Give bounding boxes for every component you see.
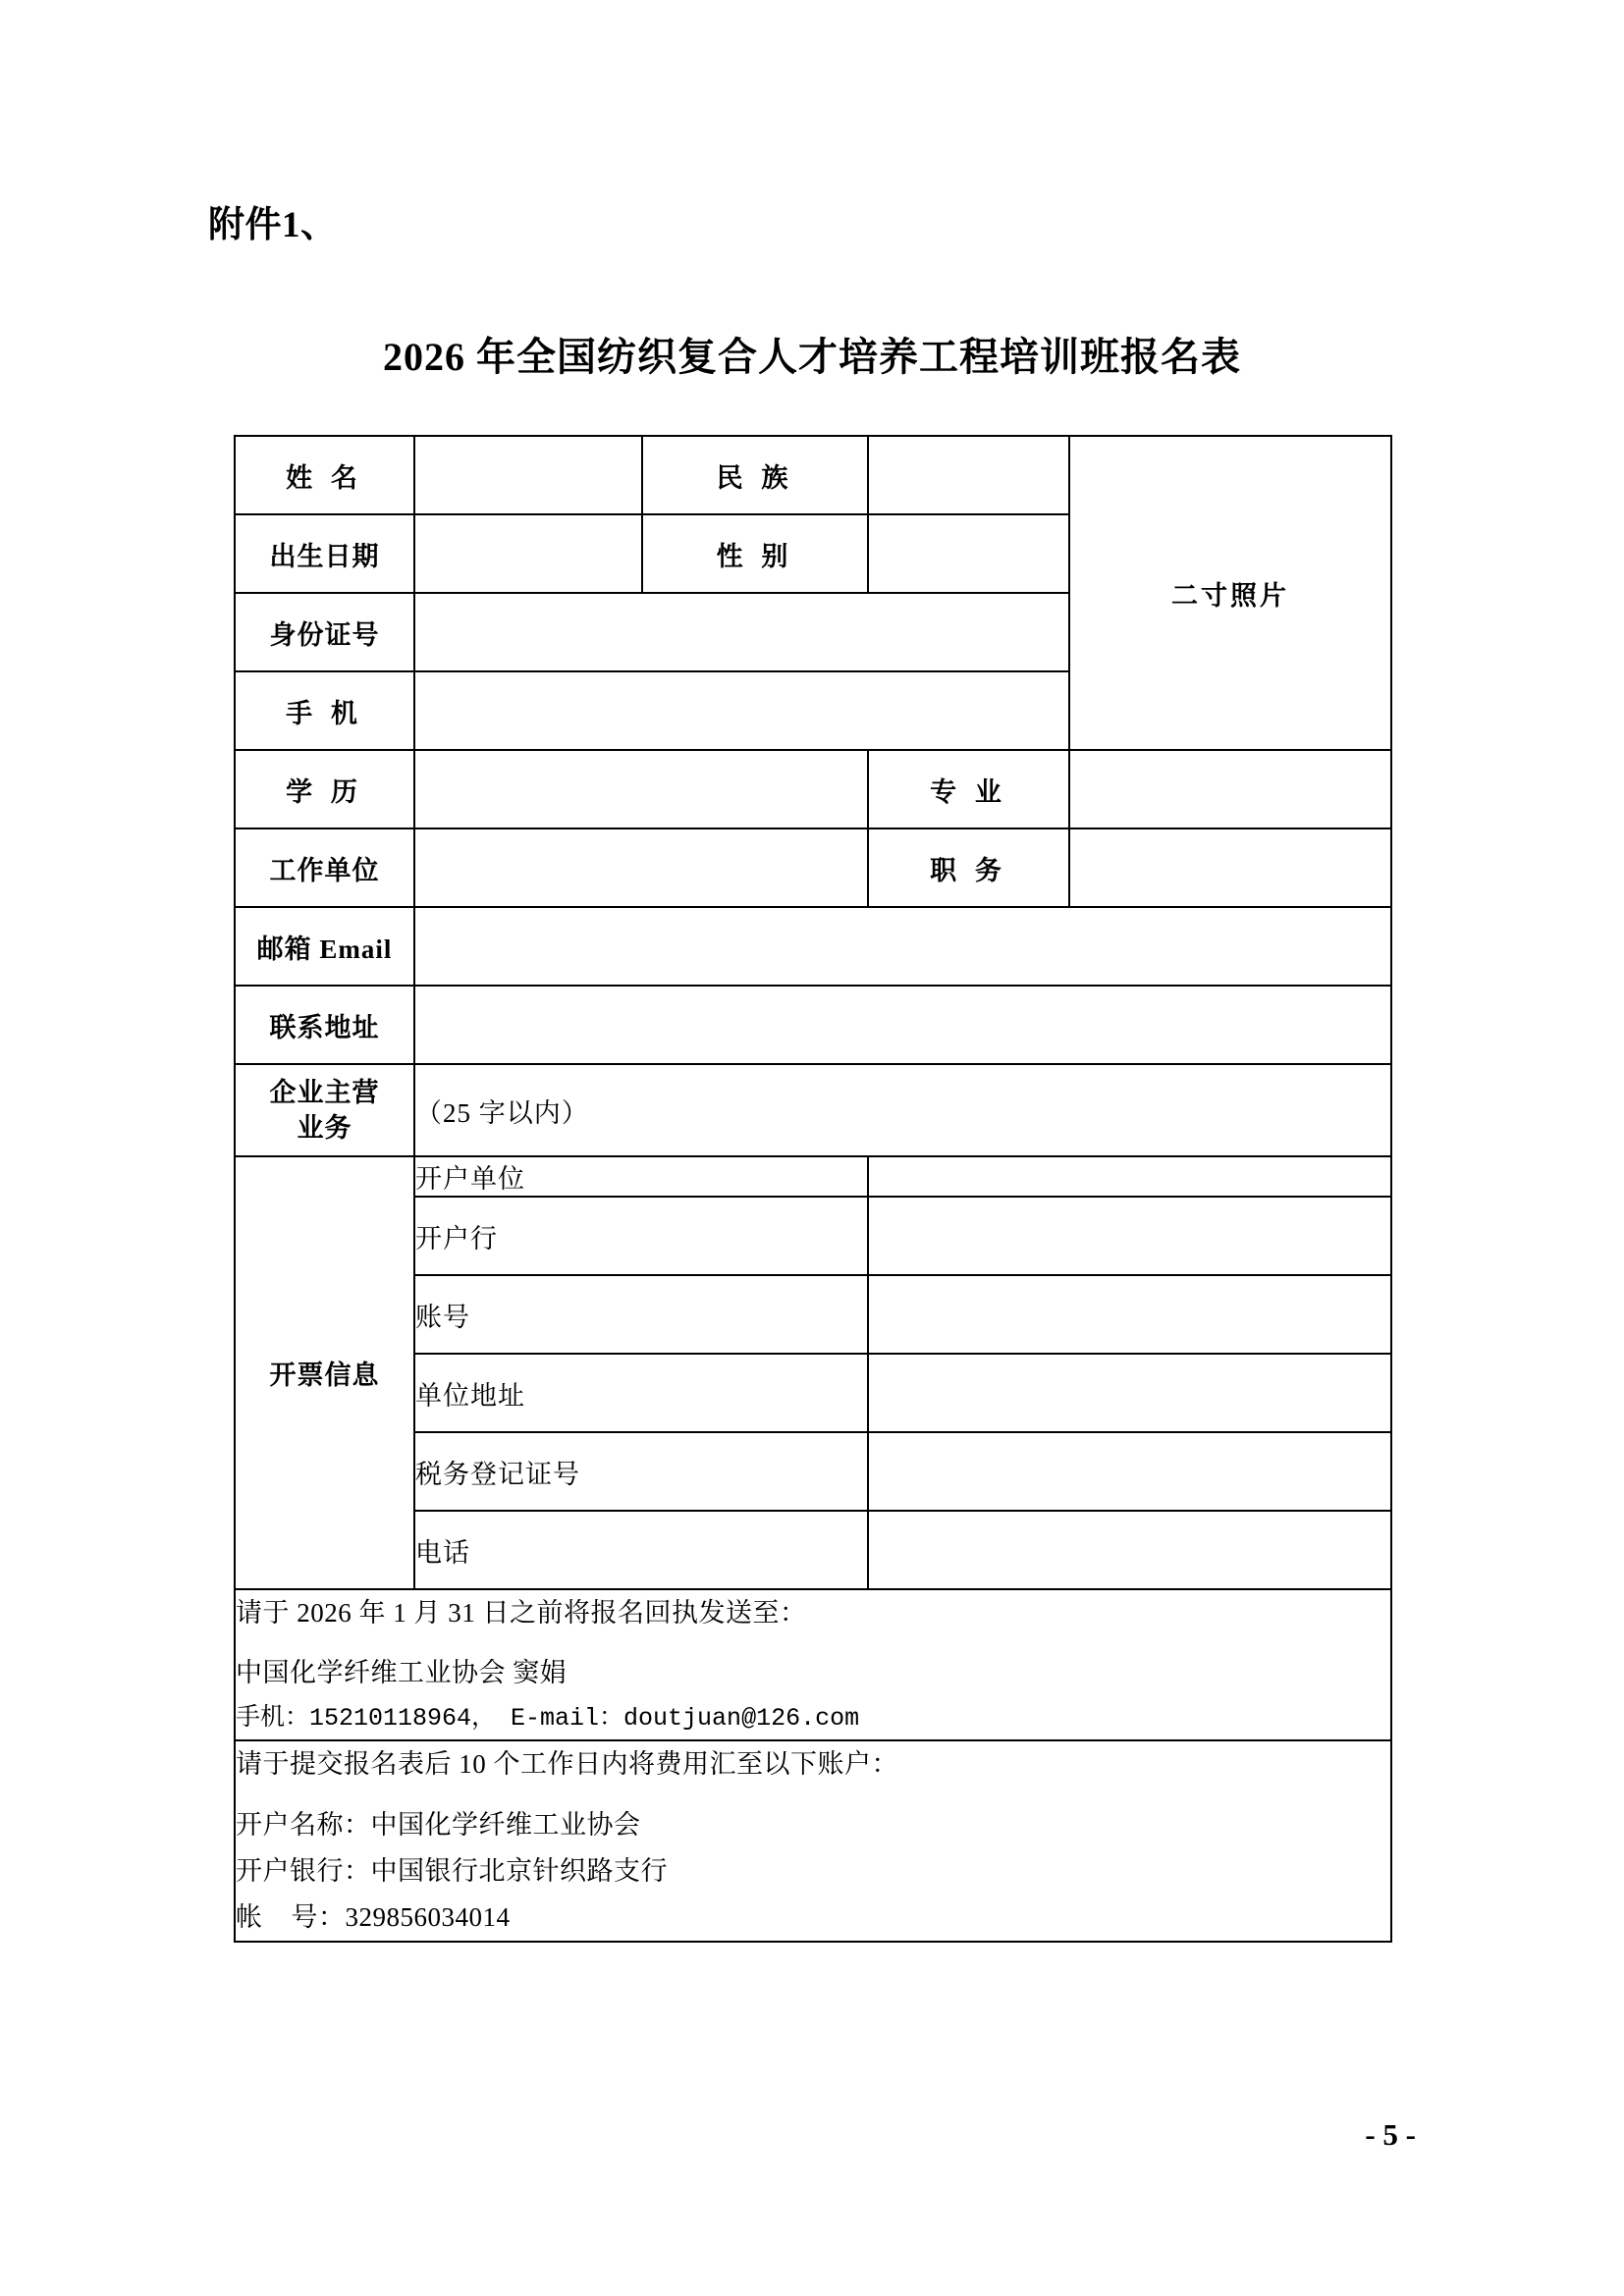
invoice-tax-number-field[interactable] <box>868 1432 1391 1511</box>
table-row <box>235 1740 1391 1942</box>
main-business-field[interactable]: （25 字以内） <box>414 1064 1391 1156</box>
submission-note-contact-name: 中国化学纤维工业协会 窦娟 <box>236 1658 568 1688</box>
invoice-account-name-field[interactable] <box>868 1156 1391 1197</box>
major-label: 专 业 <box>868 750 1069 828</box>
table-row <box>235 1156 1391 1197</box>
invoice-phone-label: 电话 <box>414 1511 868 1589</box>
main-business-label-line2: 业务 <box>297 1113 352 1143</box>
spacer <box>236 1789 1390 1802</box>
invoice-bank-field[interactable] <box>868 1197 1391 1275</box>
invoice-tax-number-label: 税务登记证号 <box>414 1432 868 1511</box>
education-label: 学 历 <box>235 750 414 828</box>
table-row <box>235 1589 1391 1740</box>
employer-field[interactable] <box>414 828 868 907</box>
registration-table <box>234 435 1392 1943</box>
position-field[interactable] <box>1069 828 1391 907</box>
attachment-label: 附件1、 <box>208 205 338 245</box>
ethnicity-label: 民 族 <box>642 436 868 514</box>
address-label: 联系地址 <box>235 986 414 1064</box>
birthdate-label: 出生日期 <box>235 514 414 593</box>
main-business-label-line1: 企业主营 <box>269 1077 380 1107</box>
invoice-account-number-label: 账号 <box>414 1275 868 1354</box>
address-field[interactable] <box>414 986 1391 1064</box>
invoice-bank-label: 开户行 <box>414 1197 868 1275</box>
registration-form <box>234 435 1390 1943</box>
page-title: 2026 年全国纺织复合人才培养工程培训班报名表 <box>383 335 1241 379</box>
invoice-account-number-field[interactable] <box>868 1275 1391 1354</box>
payment-note <box>235 1740 1391 1942</box>
email-label: 邮箱 Email <box>235 907 414 986</box>
invoice-phone-field[interactable] <box>868 1511 1391 1589</box>
mobile-field[interactable] <box>414 671 1069 750</box>
major-field[interactable] <box>1069 750 1391 828</box>
payment-account-number: 帐 号：329856034014 <box>236 1902 511 1932</box>
employer-label: 工作单位 <box>235 828 414 907</box>
spacer <box>236 1636 1390 1650</box>
table-row <box>235 1064 1391 1156</box>
invoice-company-address-field[interactable] <box>868 1354 1391 1432</box>
birthdate-field[interactable] <box>414 514 642 593</box>
id-number-field[interactable] <box>414 593 1069 671</box>
submission-note-line1: 请于 2026 年 1 月 31 日之前将报名回执发送至： <box>236 1598 807 1628</box>
payment-account-name: 开户名称：中国化学纤维工业协会 <box>236 1809 641 1840</box>
table-row <box>235 436 1391 514</box>
ethnicity-field[interactable] <box>868 436 1069 514</box>
invoice-company-address-label: 单位地址 <box>414 1354 868 1432</box>
email-field[interactable] <box>414 907 1391 986</box>
table-row <box>235 907 1391 986</box>
photo-placeholder: 二寸照片 <box>1069 436 1391 750</box>
table-row <box>235 750 1391 828</box>
payment-bank-name: 开户银行：中国银行北京针织路支行 <box>236 1855 668 1886</box>
invoice-info-label: 开票信息 <box>235 1156 414 1589</box>
name-label: 姓 名 <box>235 436 414 514</box>
name-field[interactable] <box>414 436 642 514</box>
education-field[interactable] <box>414 750 868 828</box>
page-number: - 5 - <box>1365 2117 1416 2152</box>
gender-field[interactable] <box>868 514 1069 593</box>
gender-label: 性 别 <box>642 514 868 593</box>
id-number-label: 身份证号 <box>235 593 414 671</box>
submission-note <box>235 1589 1391 1740</box>
submission-note-contact-details: 手机：15210118964， E-mail：doutjuan@126.com <box>236 1703 860 1733</box>
payment-note-line1: 请于提交报名表后 10 个工作日内将费用汇至以下账户： <box>236 1749 898 1780</box>
mobile-label: 手 机 <box>235 671 414 750</box>
table-row <box>235 828 1391 907</box>
table-row <box>235 986 1391 1064</box>
main-business-label <box>235 1064 414 1156</box>
position-label: 职 务 <box>868 828 1069 907</box>
invoice-account-name-label: 开户单位 <box>414 1156 868 1197</box>
